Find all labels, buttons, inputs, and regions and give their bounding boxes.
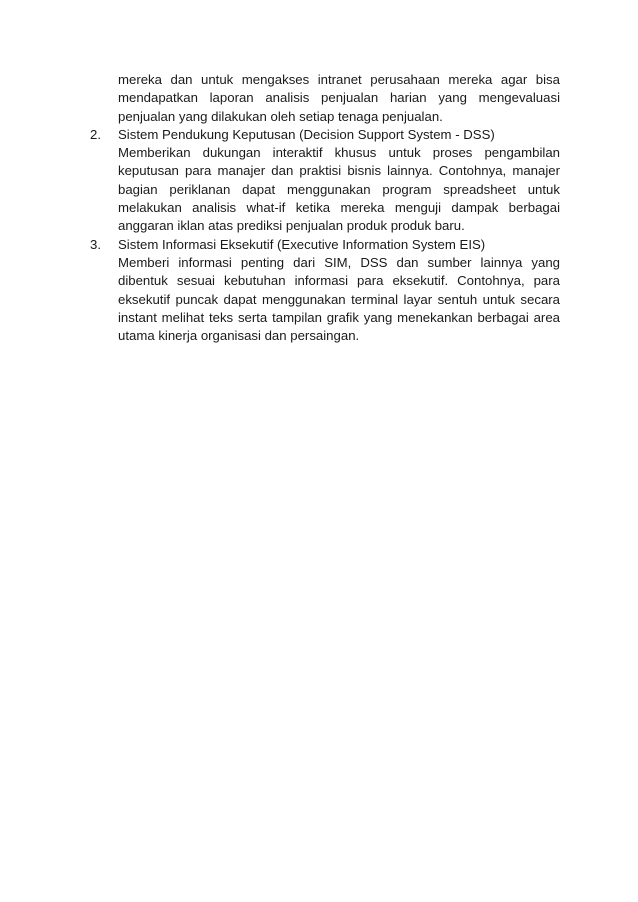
list-item	[90, 236, 560, 346]
list-item-title: Sistem Pendukung Keputusan (Decision Support System - DSS)	[118, 126, 495, 142]
list-item-number: 2.	[90, 126, 101, 142]
list-item-body: Memberikan dukungan interaktif khusus untuk proses pengambilan keputusan para manajer dan praktisi bisnis lainnya. Contohnya, manajer bagian periklanan dapat menggunakan program spreadsheet untuk melakukan analisis what-if ketika mereka menguji dampak berbagai anggaran iklan atas prediksi penjualan produk produk baru.	[118, 145, 560, 234]
continuation-paragraph: mereka dan untuk mengakses intranet perusahaan mereka agar bisa mendapatkan laporan analisis penjualan harian yang mengevaluasi penjualan yang dilakukan oleh setiap tenaga penjualan.	[118, 72, 560, 124]
list-item-title: Sistem Informasi Eksekutif (Executive Information System EIS)	[118, 236, 486, 252]
list-item-body: Memberi informasi penting dari SIM, DSS dan sumber lainnya yang dibentuk sesuai kebutuhan informasi para eksekutif. Contohnya, para eksekutif puncak dapat menggunakan terminal layar sentuh untuk secara instant melihat teks serta tampilan grafik yang menekankan berbagai area utama kinerja organisasi dan persaingan.	[118, 254, 560, 344]
list-item-number: 3.	[90, 236, 101, 252]
document-body	[90, 71, 560, 345]
list-item	[90, 126, 560, 236]
